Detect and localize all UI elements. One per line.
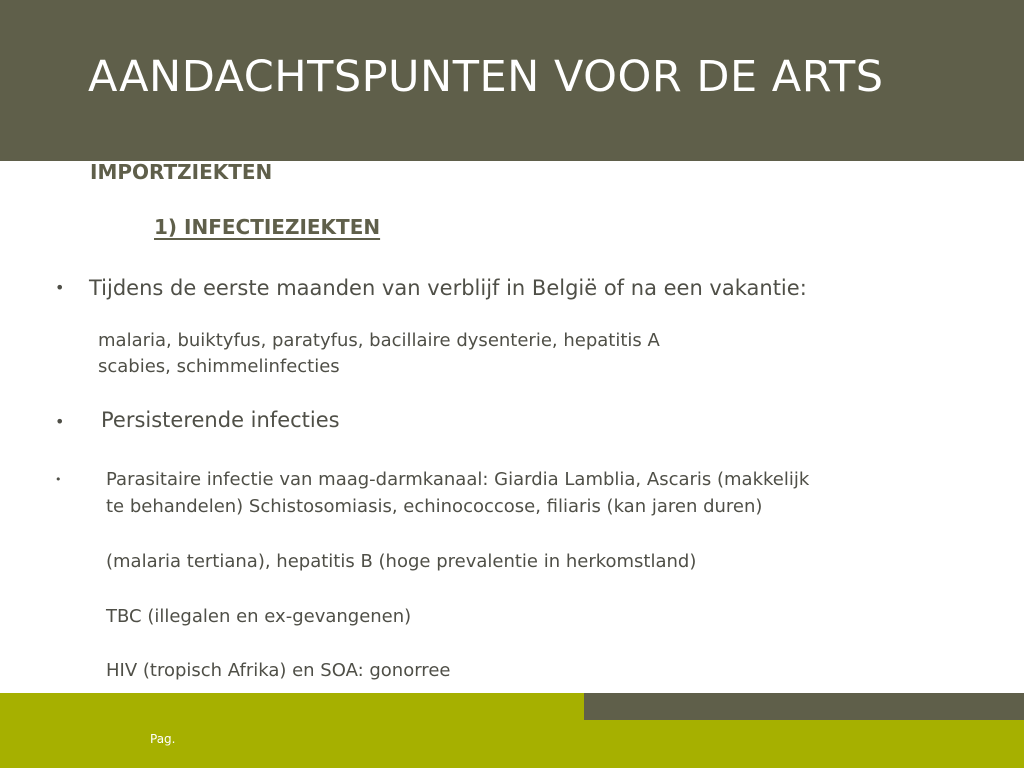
bullet-marker: • (55, 473, 62, 486)
detail-line: malaria, buiktyfus, paratyfus, bacillaire dysenterie, hepatitis A (98, 330, 660, 351)
list-item: (malaria tertiana), hepatitis B (hoge prevalentie in herkomstland) (106, 551, 697, 572)
detail-line: scabies, schimmelinfecties (98, 356, 340, 377)
list-item: TBC (illegalen en ex-gevangenen) (106, 606, 412, 627)
footer-accent-bar (584, 693, 1024, 720)
bullet-marker: • (55, 412, 65, 431)
list-item: HIV (tropisch Afrika) en SOA: gonorree (106, 660, 451, 681)
bullet-marker: • (55, 278, 65, 297)
section-heading: IMPORTZIEKTEN (90, 160, 273, 184)
bullet-text-arrival: Tijdens de eerste maanden van verblijf in België of na een vakantie: (89, 276, 807, 300)
sub-heading: 1) INFECTIEZIEKTEN (154, 215, 381, 239)
bullet-text-parasitic-continued: te behandelen) Schistosomiasis, echinococcose, filiaris (kan jaren duren) (106, 496, 763, 517)
slide-title: AANDACHTSPUNTEN VOOR DE ARTS (88, 52, 884, 102)
page-label: Pag. (150, 732, 176, 746)
title-bar (0, 0, 1024, 161)
bullet-text-parasitic: Parasitaire infectie van maag-darmkanaal: Giardia Lamblia, Ascaris (makkelijk (106, 469, 810, 490)
bullet-text-persistent: Persisterende infecties (101, 408, 340, 432)
